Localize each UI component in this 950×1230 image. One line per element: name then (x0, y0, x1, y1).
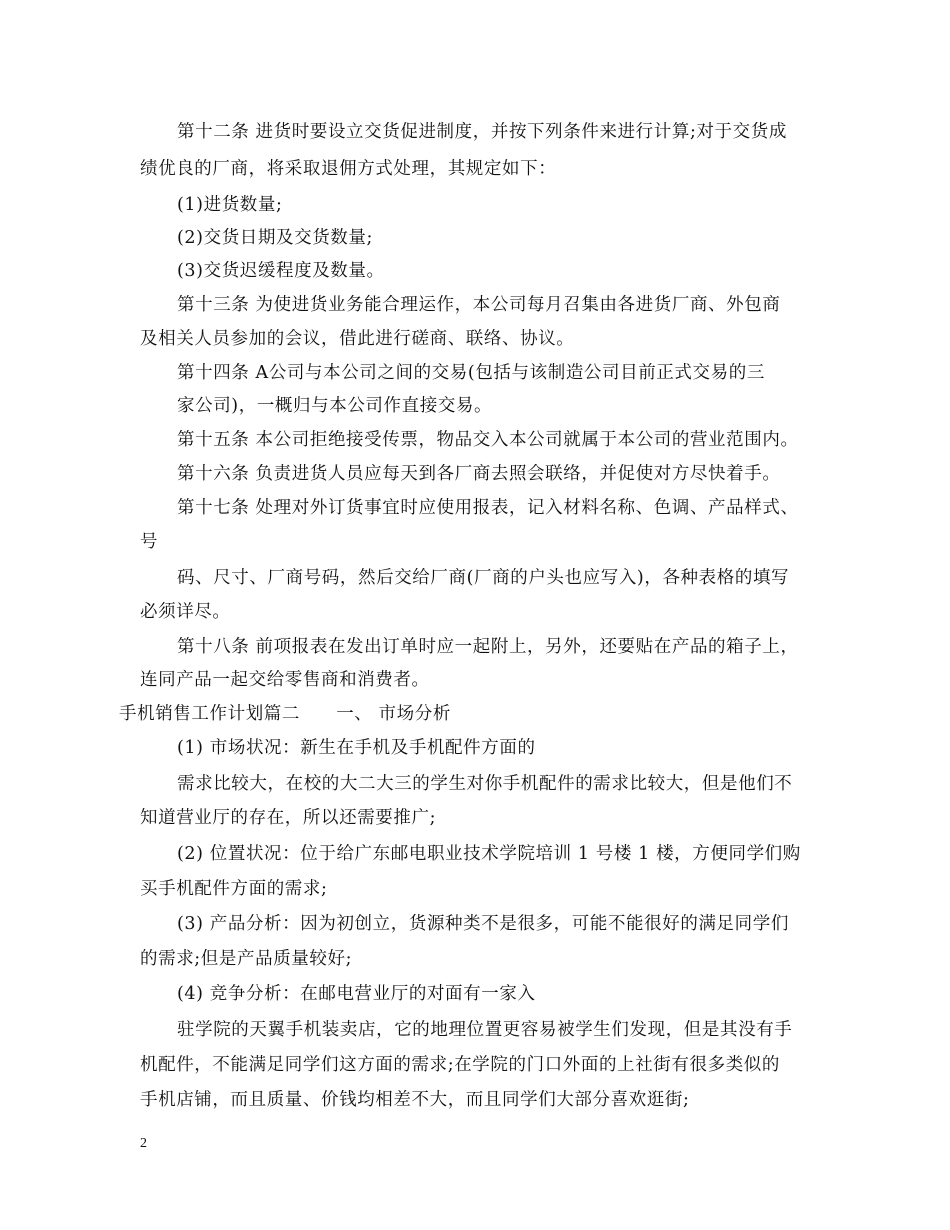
text-line: (3) 产品分析：因为初创立，货源种类不是很多，可能不能很好的满足同学们 (177, 914, 789, 934)
text-line: 需求比较大，在校的大二大三的学生对你手机配件的需求比较大，但是他们不 (177, 774, 793, 794)
text-line: 第十七条 处理对外订货事宜时应使用报表，记入材料名称、色调、产品样式、 (177, 498, 799, 518)
page-number: 2 (140, 1136, 147, 1151)
text-line: 第十六条 负责进货人员应每天到各厂商去照会联络，并促使对方尽快着手。 (177, 464, 781, 484)
text-line: 驻学院的天翼手机装卖店，它的地理位置更容易被学生们发现，但是其没有手 (177, 1020, 793, 1040)
text-line: 手机店铺，而且质量、价钱均相差不大，而且同学们大部分喜欢逛街; (140, 1090, 690, 1110)
text-line: 机配件，不能满足同学们这方面的需求;在学院的门口外面的上社街有很多类似的 (140, 1055, 780, 1075)
text-line: 家公司)，一概归与本公司作直接交易。 (177, 396, 493, 416)
text-line: 知道营业厅的存在，所以还需要推广; (140, 808, 437, 828)
text-line: 第十八条 前项报表在发出订单时应一起附上，另外，还要贴在产品的箱子上， (177, 637, 799, 657)
text-line: 绩优良的厂商，将采取退佣方式处理，其规定如下： (140, 159, 557, 179)
text-line: 必须详尽。 (140, 602, 231, 622)
text-line: (3)交货迟缓程度及数量。 (177, 261, 385, 281)
text-line: 第十二条 进货时要设立交货促进制度，并按下列条件来进行计算;对于交货成 (177, 122, 787, 142)
text-line: 第十五条 本公司拒绝接受传票，物品交入本公司就属于本公司的营业范围内。 (177, 430, 799, 450)
section-heading: 手机销售工作计划篇二 一、 市场分析 (119, 704, 451, 724)
text-line: (2)交货日期及交货数量; (177, 228, 373, 248)
text-line: 的需求;但是产品质量较好; (140, 949, 353, 969)
text-line: 号 (140, 532, 159, 552)
text-line: (2) 位置状况：位于给广东邮电职业技术学院培训 1 号楼 1 楼，方便同学们购 (177, 844, 801, 864)
text-line: (1) 市场状况：新生在手机及手机配件方面的 (177, 738, 536, 758)
text-line: (4) 竞争分析：在邮电营业厅的对面有一家入 (177, 984, 536, 1004)
text-line: 及相关人员参加的会议，借此进行磋商、联络、协议。 (140, 329, 575, 349)
text-line: 连同产品一起交给零售商和消费者。 (140, 670, 430, 690)
text-line: 买手机配件方面的需求; (140, 879, 328, 899)
text-line: 码、尺寸、厂商号码，然后交给厂商(厂商的户头也应写入)，各种表格的填写 (177, 568, 790, 588)
text-line: 第十三条 为使进货业务能合理运作，本公司每月召集由各进货厂商、外包商 (177, 295, 781, 315)
text-line: (1)进货数量; (177, 195, 283, 215)
text-line: 第十四条 A公司与本公司之间的交易(包括与该制造公司目前正式交易的三 (177, 363, 765, 383)
